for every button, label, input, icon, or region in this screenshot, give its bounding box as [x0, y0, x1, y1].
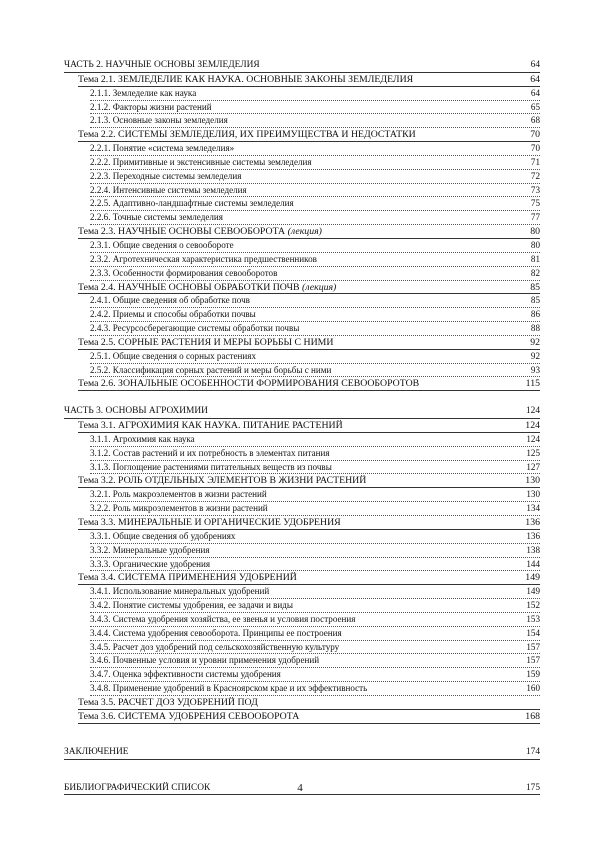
toc-subtopic[interactable]: [64, 197, 540, 211]
toc-entry-page: 85: [530, 295, 540, 306]
toc-entry-title: 3.1.2. Состав растений и их потребность в элементах питания: [90, 447, 330, 458]
toc-entry-title: 3.4.8. Применение удобрений в Красноярском крае и их эффективность: [90, 683, 368, 694]
toc-entry-page: 174: [525, 746, 540, 757]
toc-subtopic[interactable]: [64, 322, 540, 336]
toc-entry-title: 2.2.4. Интенсивные системы земледелия: [90, 184, 247, 195]
toc-entry-title: 2.2.3. Переходные системы земледелия: [90, 170, 242, 181]
toc-topic[interactable]: [64, 377, 540, 391]
toc-entry-title: 2.2.6. Точные системы земледелия: [90, 212, 223, 223]
toc-subtopic[interactable]: [64, 308, 540, 322]
toc-entry-page: 152: [526, 600, 540, 611]
toc-entry-page: 124: [525, 420, 540, 432]
toc-entry-page: 160: [526, 683, 540, 694]
toc-subtopic[interactable]: [64, 530, 540, 544]
toc-subtopic[interactable]: [64, 585, 540, 599]
toc-topic[interactable]: [64, 73, 540, 87]
toc-entry-title: Тема 2.6. ЗОНАЛЬНЫЕ ОСОБЕННОСТИ ФОРМИРОВАНИЯ СЕВООБОРОТОВ: [78, 378, 420, 390]
toc-entry-title: Тема 3.1. АГРОХИМИЯ КАК НАУКА. ПИТАНИЕ РАСТЕНИЙ: [78, 420, 343, 432]
toc-entry-title: Тема 2.1. ЗЕМЛЕДЕЛИЕ КАК НАУКА. ОСНОВНЫЕ ЗАКОНЫ ЗЕМЛЕДЕЛИЯ: [78, 73, 414, 85]
toc-subtopic[interactable]: [64, 239, 540, 253]
toc-part-part2[interactable]: [64, 59, 540, 73]
toc-entry-title: 3.4.5. Расчет доз удобрений под сельскохозяйственную культуру: [90, 641, 340, 652]
page-number: 4: [297, 782, 303, 794]
toc-entry-page: 125: [526, 447, 540, 458]
toc-entry-title: 3.3.1. Общие сведения об удобрениях: [90, 530, 236, 541]
toc-subtopic[interactable]: [64, 461, 540, 475]
toc-entry-page: 75: [530, 198, 540, 209]
toc-subtopic[interactable]: [64, 641, 540, 655]
toc-entry-title: 2.1.3. Основные законы земледелия: [90, 115, 228, 126]
toc-subtopic[interactable]: [64, 447, 540, 461]
toc-entry-title: Тема 2.3. НАУЧНЫЕ ОСНОВЫ СЕВООБОРОТА (лекция): [78, 226, 322, 238]
toc-topic[interactable]: [64, 696, 540, 710]
toc-entry-page: 80: [530, 239, 540, 250]
toc-entry-title: ЗАКЛЮЧЕНИЕ: [64, 746, 129, 757]
toc-entry-page: 64: [530, 73, 540, 85]
toc-topic[interactable]: [64, 474, 540, 488]
toc-entry-page: 88: [530, 323, 540, 334]
toc-subtopic[interactable]: [64, 170, 540, 184]
toc-entry-page: 73: [530, 184, 540, 195]
toc-entry-page: 153: [526, 613, 540, 624]
toc-entry-page: 149: [525, 572, 540, 584]
toc-topic[interactable]: [64, 710, 540, 724]
toc-entry-page: 127: [526, 461, 540, 472]
toc-entry-page: 130: [526, 489, 540, 500]
toc-entry-page: 82: [530, 267, 540, 278]
toc-topic[interactable]: [64, 516, 540, 530]
toc-entry-page: 81: [530, 253, 540, 264]
toc-entry-title: 2.1.1. Земледелие как наука: [90, 87, 197, 98]
toc-entry-page: 71: [530, 156, 540, 167]
toc-entry-page: 77: [530, 212, 540, 223]
toc-subtopic[interactable]: [64, 294, 540, 308]
toc-entry-title: 3.4.6. Почвенные условия и уровни применения удобрений: [90, 655, 320, 666]
toc-entry-page: 92: [530, 336, 540, 348]
toc-entry-page: 136: [526, 530, 540, 541]
toc-entry-title: 2.4.1. Общие сведения об обработке почв: [90, 295, 250, 306]
toc-entry-title: 2.2.2. Примитивные и экстенсивные системы земледелия: [90, 156, 312, 167]
toc-entry-page: 70: [530, 143, 540, 154]
toc-entry-page: 130: [525, 475, 540, 487]
toc-entry-page: 159: [526, 669, 540, 680]
toc-entry-title: Тема 3.5. РАСЧЕТ ДОЗ УДОБРЕНИЙ ПОД: [78, 696, 258, 708]
toc-entry-title: ЧАСТЬ 3. ОСНОВЫ АГРОХИМИИ: [64, 406, 208, 417]
toc-entry-page: 85: [530, 281, 540, 293]
toc-entry-title: 3.3.2. Минеральные удобрения: [90, 544, 210, 555]
toc-entry-title: 2.5.1. Общие сведения о сорных растениях: [90, 350, 256, 361]
toc-entry-title: 2.3.3. Особенности формирования севооборотов: [90, 267, 278, 278]
toc-entry-page: 86: [530, 309, 540, 320]
toc-subtopic[interactable]: [64, 627, 540, 641]
toc-entry-title: 3.4.7. Оценка эффективности системы удобрения: [90, 669, 281, 680]
toc-entry-title: ЧАСТЬ 2. НАУЧНЫЕ ОСНОВЫ ЗЕМЛЕДЕЛИЯ: [64, 60, 260, 70]
toc-entry-title: 2.2.1. Понятие «система земледелия»: [90, 143, 235, 154]
toc-part-part3[interactable]: [64, 405, 540, 419]
toc-subtopic[interactable]: [64, 613, 540, 627]
toc-entry-page: 124: [526, 433, 540, 444]
toc-subtopic[interactable]: [64, 211, 540, 225]
toc-entry-page: 124: [525, 406, 540, 417]
toc-entry-title: 3.1.3. Поглощение растениями питательных веществ из почвы: [90, 461, 332, 472]
toc-entry-page: 64: [530, 60, 540, 70]
toc-entry-page: 92: [530, 350, 540, 361]
toc-subtopic[interactable]: [64, 668, 540, 682]
toc-subtopic[interactable]: [64, 488, 540, 502]
toc-entry-page: 65: [530, 101, 540, 112]
toc-entry-title: Тема 3.4. СИСТЕМА ПРИМЕНЕНИЯ УДОБРЕНИЙ: [78, 572, 297, 584]
toc-topic[interactable]: [64, 571, 540, 585]
toc-subtopic[interactable]: [64, 156, 540, 170]
toc-entry-page: 68: [530, 115, 540, 126]
toc-entry-title: 2.3.1. Общие сведения о севообороте: [90, 239, 234, 250]
toc-entry-title: 3.4.4. Система удобрения севооборота. Принципы ее построения: [90, 627, 342, 638]
toc-subtopic[interactable]: [64, 364, 540, 378]
toc-entry-title: 3.4.1. Использование минеральных удобрений: [90, 586, 270, 597]
toc-subtopic[interactable]: [64, 599, 540, 613]
toc-entry-title: Тема 3.2. РОЛЬ ОТДЕЛЬНЫХ ЭЛЕМЕНТОВ В ЖИЗНИ РАСТЕНИЙ: [78, 475, 367, 487]
toc-entry-title: Тема 2.5. СОРНЫЕ РАСТЕНИЯ И МЕРЫ БОРЬБЫ С НИМИ: [78, 336, 334, 348]
toc-entry-title: Тема 2.4. НАУЧНЫЕ ОСНОВЫ ОБРАБОТКИ ПОЧВ (лекция): [78, 281, 337, 293]
toc-subtopic[interactable]: [64, 502, 540, 516]
toc-entry-page: 93: [530, 364, 540, 375]
table-of-contents: [64, 59, 540, 795]
toc-entry-title: БИБЛИОГРАФИЧЕСКИЙ СПИСОК: [64, 782, 211, 793]
toc-entry-page: 80: [530, 226, 540, 238]
toc-entry-page: 72: [530, 170, 540, 181]
toc-subtopic[interactable]: [64, 114, 540, 128]
toc-subtopic[interactable]: [64, 558, 540, 572]
toc-entry-title: 3.4.3. Система удобрения хозяйства, ее звенья и условия построения: [90, 613, 356, 624]
toc-entry-page: 64: [530, 87, 540, 98]
toc-topic[interactable]: [64, 419, 540, 433]
toc-entry-page: 149: [526, 586, 540, 597]
toc-entry-title: 2.5.2. Классификация сорных растений и меры борьбы с ними: [90, 364, 332, 375]
toc-entry-title: 2.1.2. Факторы жизни растений: [90, 101, 212, 112]
toc-entry-title: 3.4.2. Понятие системы удобрения, ее задачи и виды: [90, 600, 293, 611]
toc-entry-title: 2.3.2. Агротехническая характеристика предшественников: [90, 253, 317, 264]
toc-entry-page: 157: [526, 641, 540, 652]
toc-subtopic[interactable]: [64, 253, 540, 267]
toc-topic[interactable]: [64, 128, 540, 142]
toc-entry-page: 175: [525, 782, 540, 793]
toc-entry-title: 2.4.2. Приемы и способы обработки почвы: [90, 309, 256, 320]
toc-entry-page: 134: [526, 503, 540, 514]
toc-subtopic[interactable]: [64, 142, 540, 156]
toc-topic[interactable]: [64, 281, 540, 295]
toc-conclusion[interactable]: [64, 746, 540, 760]
toc-entry-page: 168: [525, 710, 540, 722]
toc-entry-page: 138: [526, 544, 540, 555]
toc-subtopic[interactable]: [64, 101, 540, 115]
toc-entry-page: 154: [526, 627, 540, 638]
toc-subtopic[interactable]: [64, 654, 540, 668]
toc-subtopic[interactable]: [64, 544, 540, 558]
toc-entry-title: 3.1.1. Агрохимия как наука: [90, 433, 195, 444]
toc-subtopic[interactable]: [64, 184, 540, 198]
toc-topic[interactable]: [64, 336, 540, 350]
toc-entry-title: 2.2.5. Адаптивно-ландшафтные системы земледелия: [90, 198, 294, 209]
toc-subtopic[interactable]: [64, 267, 540, 281]
toc-entry-page: 70: [530, 129, 540, 141]
toc-entry-page: 144: [526, 558, 540, 569]
toc-entry-title: Тема 3.6. СИСТЕМА УДОБРЕНИЯ СЕВООБОРОТА: [78, 710, 300, 722]
toc-entry-title: 3.3.3. Органические удобрения: [90, 558, 211, 569]
toc-entry-page: 115: [525, 378, 540, 390]
toc-entry-title: 3.2.1. Роль макроэлементов в жизни растений: [90, 489, 267, 500]
toc-subtopic[interactable]: [64, 87, 540, 101]
toc-entry-page: 136: [525, 517, 540, 528]
toc-topic[interactable]: [64, 225, 540, 239]
toc-subtopic[interactable]: [64, 682, 540, 696]
toc-entry-title: 3.2.2. Роль микроэлементов в жизни растений: [90, 503, 268, 514]
toc-subtopic[interactable]: [64, 350, 540, 364]
toc-entry-title: Тема 3.3. МИНЕРАЛЬНЫЕ И ОРГАНИЧЕСКИЕ УДОБРЕНИЯ: [78, 517, 341, 528]
toc-subtopic[interactable]: [64, 433, 540, 447]
toc-entry-page: 157: [526, 655, 540, 666]
toc-entry-title: 2.4.3. Ресурсосберегающие системы обработки почвы: [90, 323, 300, 334]
toc-entry-title: Тема 2.2. СИСТЕМЫ ЗЕМЛЕДЕЛИЯ, ИХ ПРЕИМУЩЕСТВА И НЕДОСТАТКИ: [78, 129, 416, 141]
